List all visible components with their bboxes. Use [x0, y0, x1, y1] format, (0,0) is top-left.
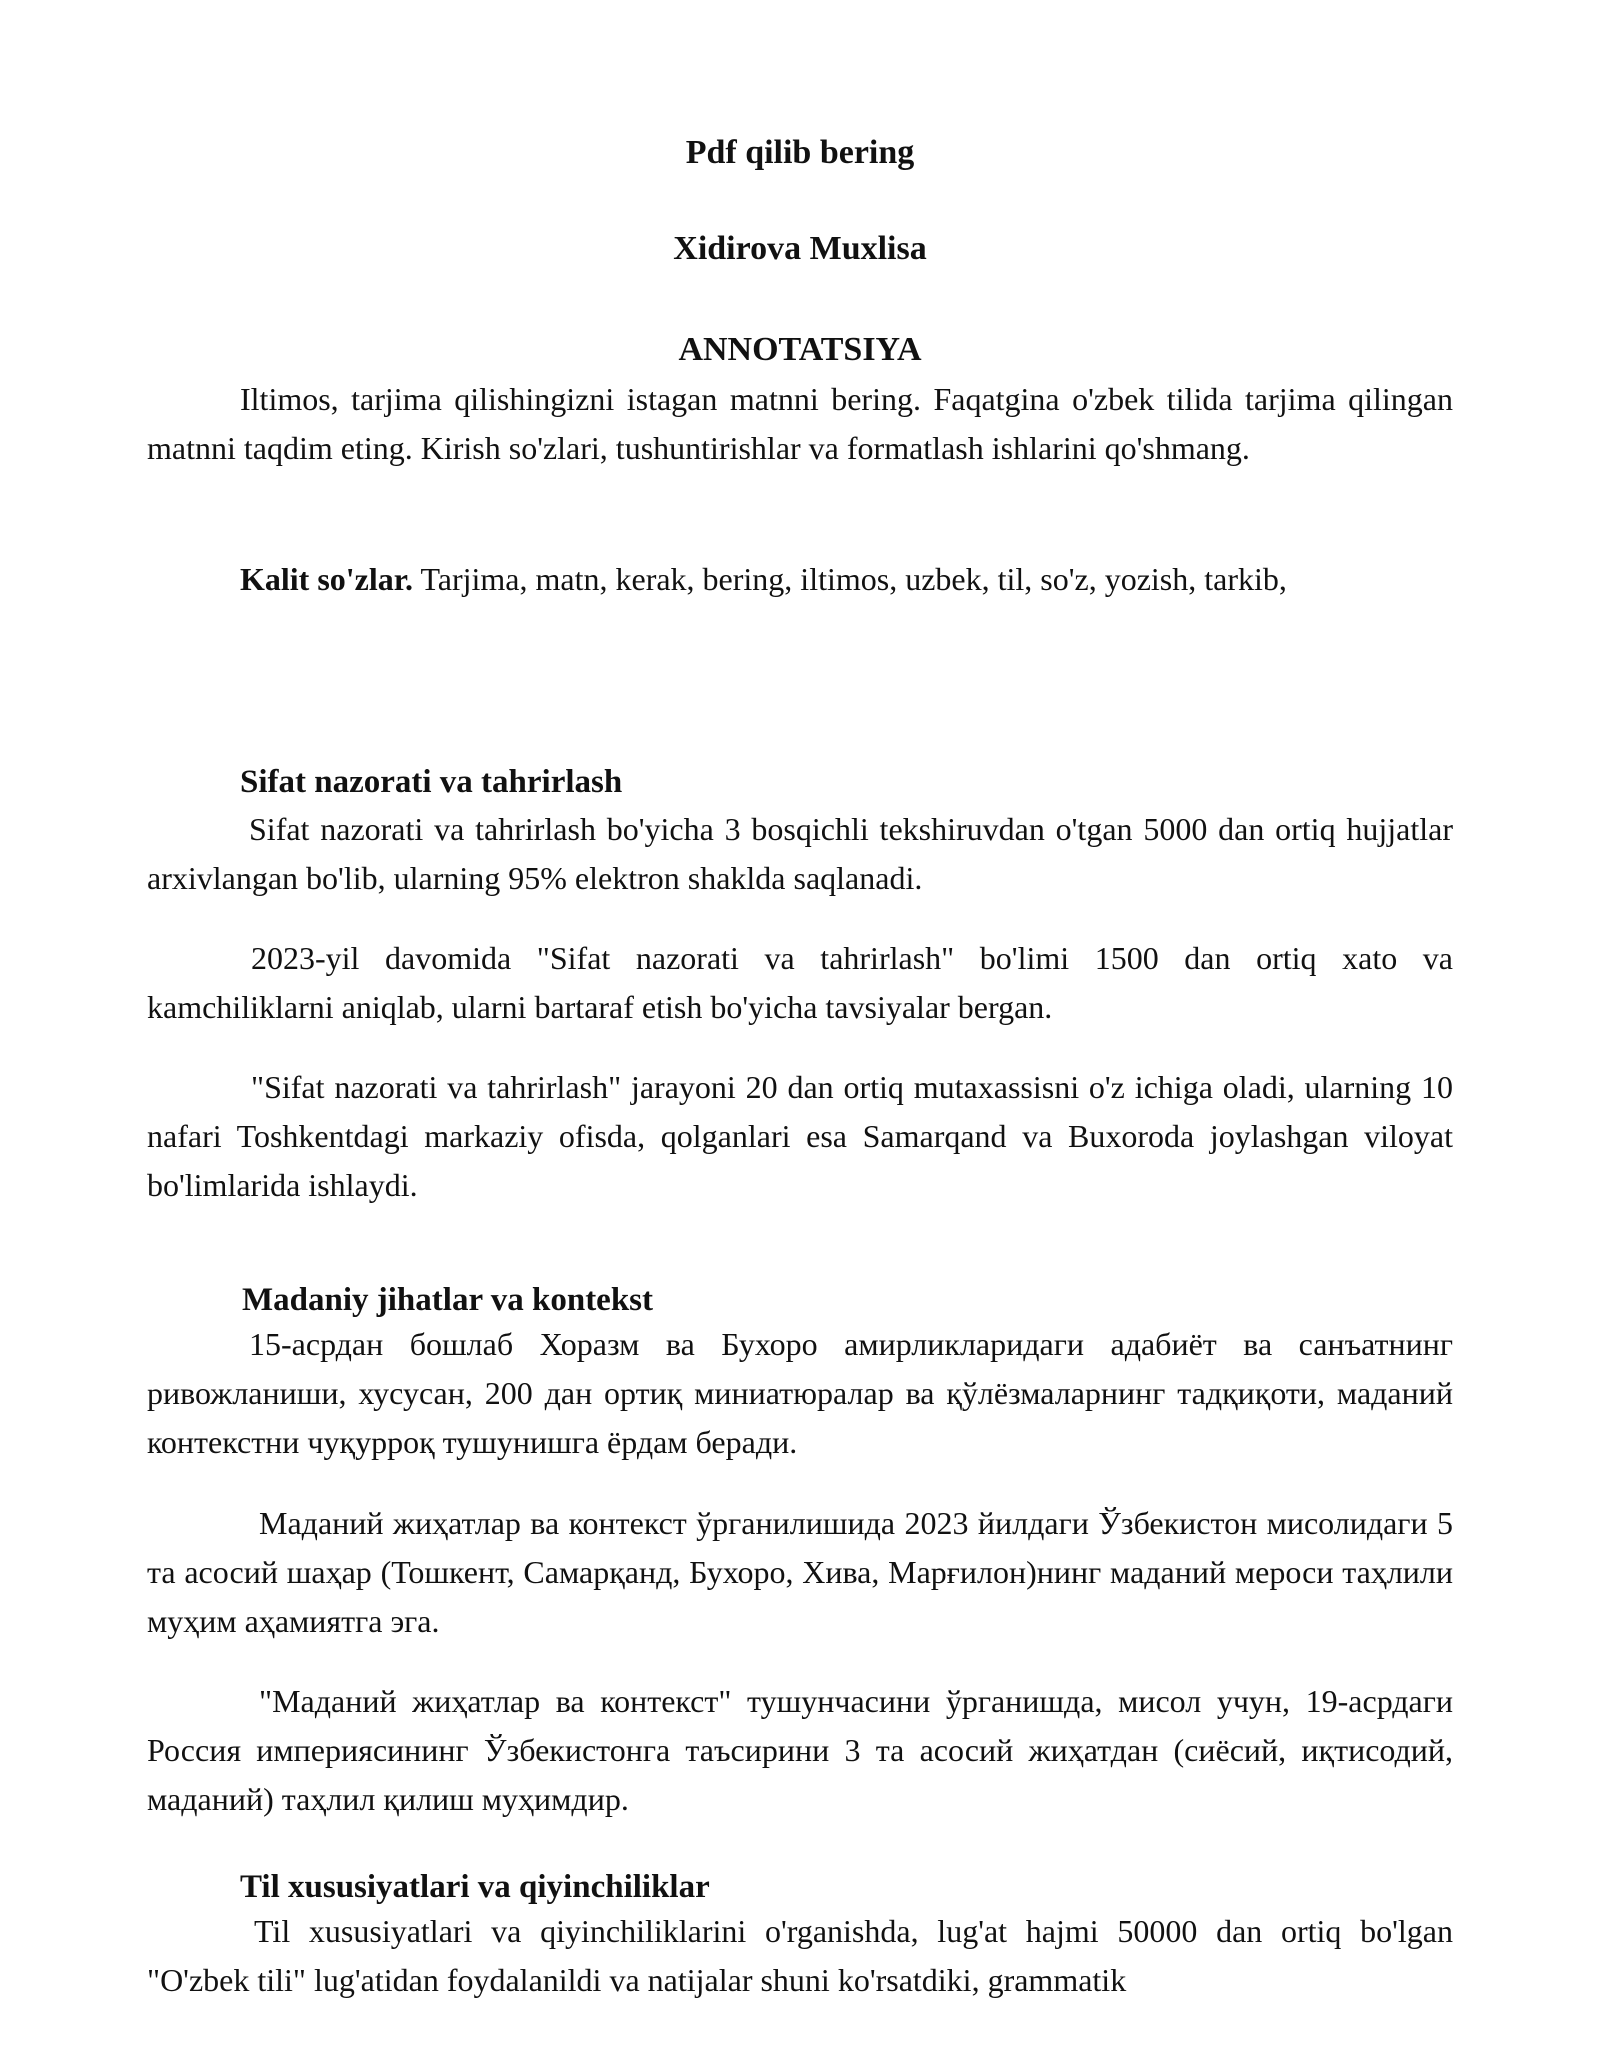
keywords-label: Kalit so'zlar. [240, 561, 414, 597]
annotation-heading: ANNOTATSIYA [678, 331, 922, 368]
section-quality-paragraph-3: "Sifat nazorati va tahrirlash" jarayoni 20 dan ortiq mutaxassisni o'z ichiga oladi, ularning 10 nafari Toshkentdagi markaziy ofisda, qolganlari esa Samarqand va Buxoroda joylashgan viloyat bo'limlarida ishlaydi. [147, 1069, 1453, 1203]
document-title: Pdf qilib bering [685, 134, 915, 171]
section-culture-paragraph-3: "Маданий жиҳатлар ва контекст" тушунчасини ўрганишда, мисол учун, 19-асрдаги Россия империясининг Ўзбекистонга таъсирини 3 та асосий жиҳатдан (сиёсий, иқтисодий, маданий) таҳлил қилиш муҳимдир. [147, 1683, 1453, 1817]
author-name: Xidirova Muxlisa [673, 230, 927, 267]
section-culture-paragraph-1: 15-асрдан бошлаб Хоразм ва Бухоро амирликларидаги адабиёт ва санъатнинг ривожланиши, хусусан, 200 дан ортиқ миниатюралар ва қўлёзмаларнинг тадқиқоти, маданий контекстни чуқурроқ тушунишга ёрдам беради. [147, 1326, 1453, 1460]
section-quality-paragraph-2: 2023-yil davomida "Sifat nazorati va tahrirlash" bo'limi 1500 dan ortiq xato va kamchiliklarni aniqlab, ularni bartaraf etish bo'yicha tavsiyalar bergan. [147, 940, 1453, 1025]
keywords-text: Tarjima, matn, kerak, bering, iltimos, uzbek, til, so'z, yozish, tarkib, [413, 561, 1287, 597]
section-heading-language: Til xususiyatlari va qiyinchiliklar [240, 1869, 710, 1905]
keywords-paragraph [147, 555, 1453, 604]
annotation-text: Iltimos, tarjima qilishingizni istagan matnni bering. Faqatgina o'zbek tilida tarjima qilingan matnni taqdim eting. Kirish so'zlari, tushuntirishlar va formatlash ishlarini qo'shmang. [147, 381, 1453, 466]
section-language-paragraph-1: Til xususiyatlari va qiyinchiliklarini o'rganishda, lug'at hajmi 50000 dan ortiq bo'lgan "O'zbek tili" lug'atidan foydalanildi va natijalar shuni ko'rsatdiki, grammatik [147, 1913, 1453, 1998]
section-quality-paragraph-1: Sifat nazorati va tahrirlash bo'yicha 3 bosqichli tekshiruvdan o'tgan 5000 dan ortiq hujjatlar arxivlangan bo'lib, ularning 95% elektron shaklda saqlanadi. [147, 811, 1453, 896]
section-culture-paragraph-2: Маданий жиҳатлар ва контекст ўрганилишида 2023 йилдаги Ўзбекистон мисолидаги 5 та асосий шаҳар (Тошкент, Самарқанд, Бухоро, Хива, Марғилон)нинг маданий мероси таҳлили муҳим аҳамиятга эга. [147, 1505, 1453, 1639]
section-heading-quality: Sifat nazorati va tahrirlash [240, 764, 623, 800]
section-heading-culture: Madaniy jihatlar va kontekst [242, 1282, 654, 1318]
